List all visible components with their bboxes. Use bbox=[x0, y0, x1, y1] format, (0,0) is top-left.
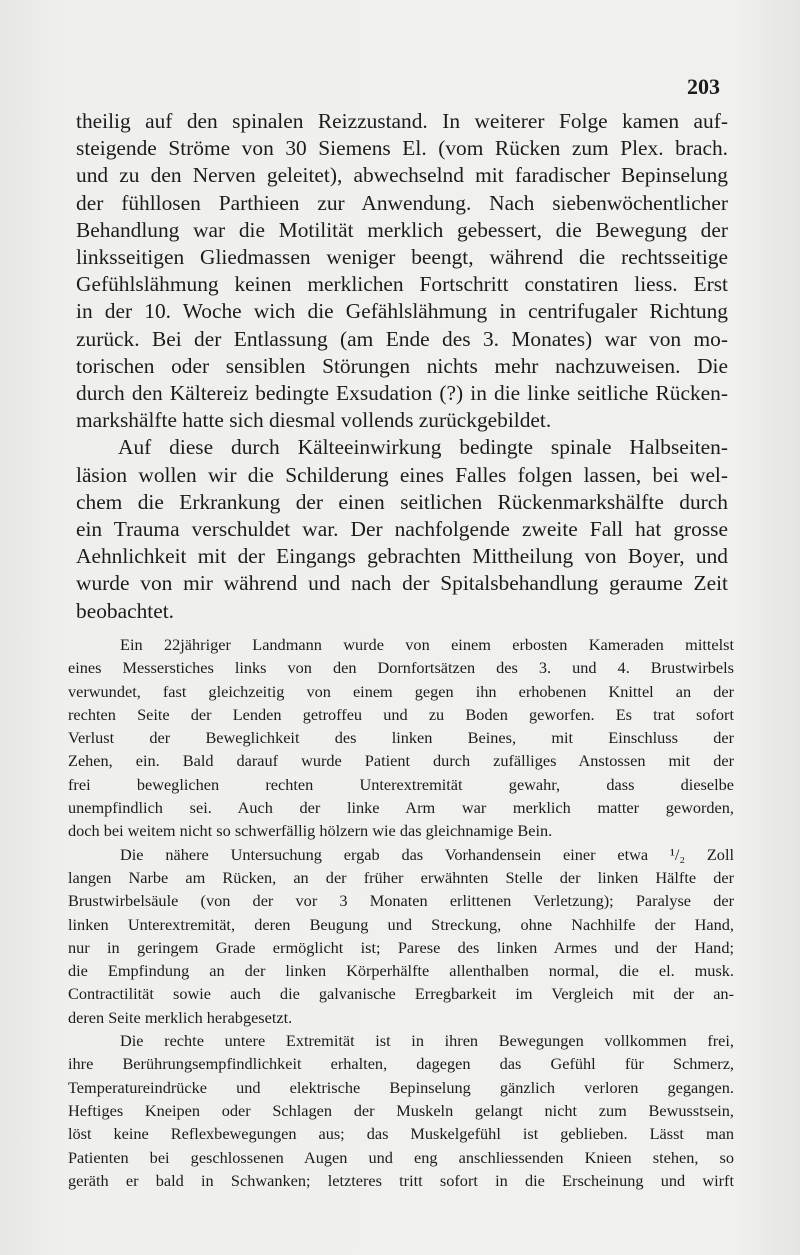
text-line: Die rechte untere Extremität ist in ihren Bewegungen vollkommen frei, bbox=[120, 1031, 734, 1051]
text-line: Auf diese durch Kälteeinwirkung bedingte spinale Halbseiten- bbox=[118, 435, 728, 460]
text-line: Zehen, ein. Bald darauf wurde Patient durch zufälliges Anstossen mit der bbox=[68, 751, 734, 771]
text-line: Behandlung war die Motilität merklich gebessert, die Bewegung der bbox=[76, 217, 728, 242]
text-line: die Empfindung an der linken Körperhälfte allenthalben normal, die el. musk. bbox=[68, 961, 734, 981]
text-line: Die nähere Untersuchung ergab das Vorhandensein einer etwa ¹/₂ Zoll bbox=[120, 844, 734, 864]
text-line: linken Unterextremität, deren Beugung und Streckung, ohne Nachhilfe der Hand, bbox=[68, 914, 734, 934]
text-line: frei beweglichen rechten Unterextremität gewahr, dass dieselbe bbox=[68, 774, 734, 794]
text-line: steigende Ströme von 30 Siemens El. (vom Rücken zum Plex. brach. bbox=[76, 136, 728, 161]
text-line: Gefühlslähmung keinen merklichen Fortschritt constatiren liess. Erst bbox=[76, 272, 728, 297]
text-line: doch bei weitem nicht so schwerfällig hölzern wie das gleichnamige Bein. bbox=[68, 821, 553, 841]
text-line: torischen oder sensiblen Störungen nichts mehr nachzuweisen. Die bbox=[76, 353, 728, 378]
text-line: Verlust der Beweglichkeit des linken Beines, mit Einschluss der bbox=[68, 728, 734, 748]
text-line: zurück. Bei der Entlassung (am Ende des 3. Monates) war von mo- bbox=[76, 326, 728, 351]
text-line: Heftiges Kneipen oder Schlagen der Muskeln gelangt nicht zum Bewusstsein, bbox=[68, 1100, 734, 1120]
text-line: chem die Erkrankung der einen seitlichen Rückenmarkshälfte durch bbox=[76, 489, 728, 514]
text-line: Brustwirbelsäule (von der vor 3 Monaten erlittenen Verletzung); Paralyse der bbox=[68, 891, 734, 911]
text-line: unempfindlich sei. Auch der linke Arm war merklich matter geworden, bbox=[68, 798, 734, 818]
text-line: ein Trauma verschuldet war. Der nachfolgende zweite Fall hat grosse bbox=[76, 517, 728, 542]
text-line: Patienten bei geschlossenen Augen und eng anschliessenden Knieen stehen, so bbox=[68, 1147, 734, 1167]
text-line: Contractilität sowie auch die galvanische Erregbarkeit im Vergleich mit der an- bbox=[68, 984, 734, 1004]
text-line: läsion wollen wir die Schilderung eines Falles folgen lassen, bei wel- bbox=[76, 462, 728, 487]
text-line: ihre Berührungsempfindlichkeit erhalten, dagegen das Gefühl für Schmerz, bbox=[68, 1054, 734, 1074]
text-line: markshälfte hatte sich diesmal vollends zurückgebildet. bbox=[76, 408, 552, 433]
main-text-block bbox=[76, 108, 728, 625]
text-line: deren Seite merklich herabgesetzt. bbox=[68, 1007, 293, 1027]
text-line: linksseitigen Gliedmassen weniger beengt, während die rechtsseitige bbox=[76, 245, 728, 270]
text-line: löst keine Reflexbewegungen aus; das Muskelgefühl ist geblieben. Lässt man bbox=[68, 1124, 734, 1144]
case-report-block bbox=[68, 633, 734, 1192]
text-line: theilig auf den spinalen Reizzustand. In weiterer Folge kamen auf- bbox=[76, 109, 728, 133]
text-line: in der 10. Woche wich die Gefählslähmung in centrifugaler Richtung bbox=[76, 299, 728, 324]
text-line: beobachtet. bbox=[76, 598, 174, 623]
text-line: verwundet, fast gleichzeitig von einem gegen ihn erhobenen Knittel an der bbox=[68, 681, 734, 701]
text-line: durch den Kältereiz bedingte Exsudation (?) in die linke seitliche Rücken- bbox=[76, 381, 728, 406]
text-line: rechten Seite der Lenden getroffeu und zu Boden geworfen. Es trat sofort bbox=[68, 704, 734, 724]
text-line: langen Narbe am Rücken, an der früher erwähnten Stelle der linken Hälfte der bbox=[68, 867, 734, 887]
text-line: Temperatureindrücke und elektrische Bepinselung gänzlich verloren gegangen. bbox=[68, 1077, 734, 1097]
text-line: geräth er bald in Schwanken; letzteres tritt sofort in die Erscheinung und wirft bbox=[68, 1170, 734, 1190]
text-line: und zu den Nerven geleitet), abwechselnd mit faradischer Bepinselung bbox=[76, 163, 728, 188]
text-line: Aehnlichkeit mit der Eingangs gebrachten Mittheilung von Boyer, und bbox=[76, 544, 728, 569]
text-line: Ein 22jähriger Landmann wurde von einem erbosten Kameraden mittelst bbox=[120, 635, 734, 654]
text-line: wurde von mir während und nach der Spitalsbehandlung geraume Zeit bbox=[76, 571, 728, 596]
text-line: der fühllosen Parthieen zur Anwendung. Nach siebenwöchentlicher bbox=[76, 190, 728, 215]
text-line: eines Messerstiches links von den Dornfortsätzen des 3. und 4. Brustwirbels bbox=[68, 658, 734, 678]
text-line: nur in geringem Grade ermöglicht ist; Parese des linken Armes und der Hand; bbox=[68, 937, 734, 957]
page-number: 203 bbox=[687, 74, 720, 99]
